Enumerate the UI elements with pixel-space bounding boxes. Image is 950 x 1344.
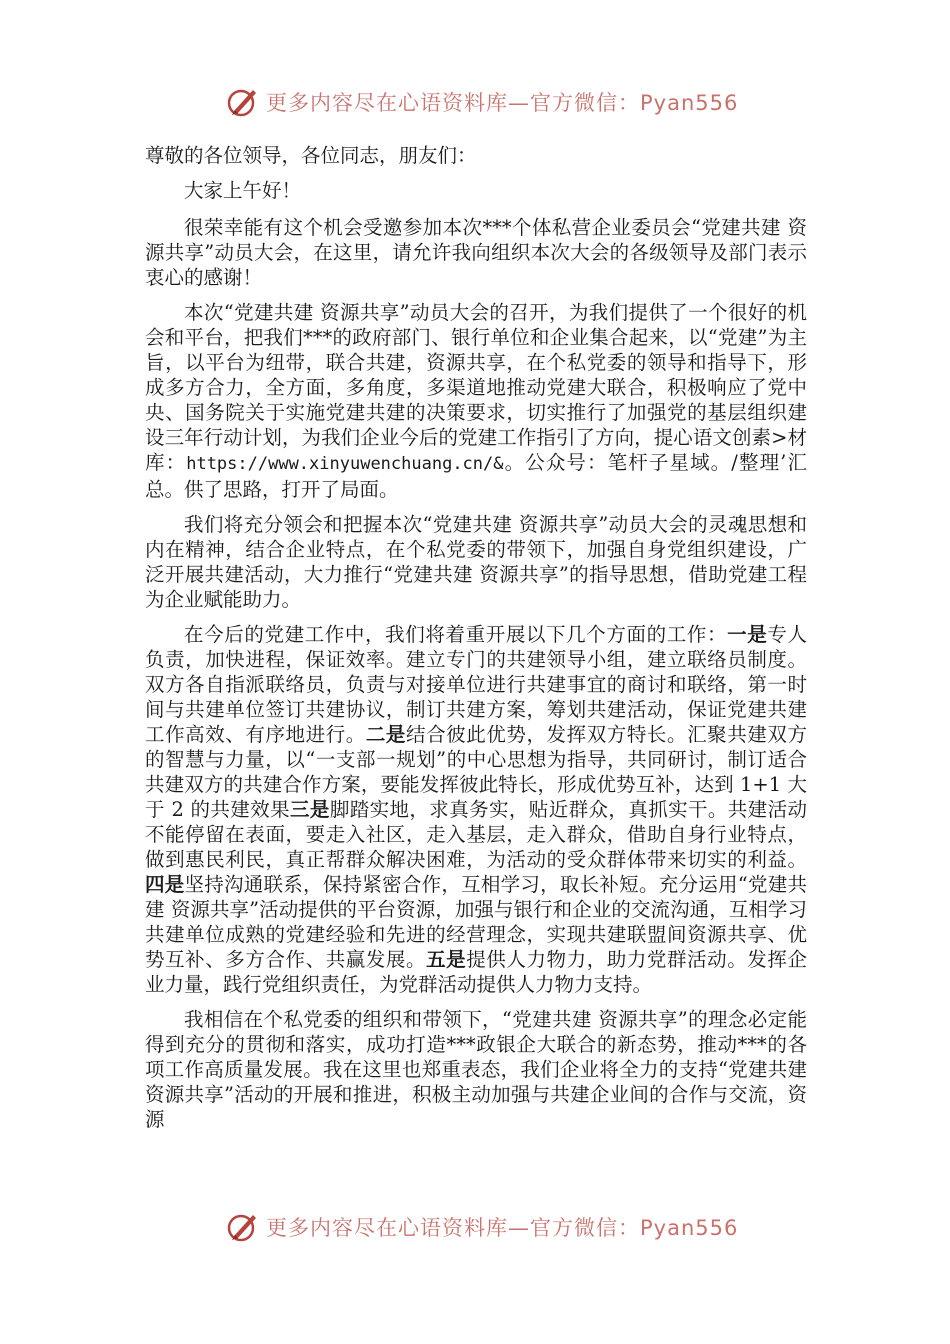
source-url: https://www.xinyuwenchuang.cn/& — [186, 454, 504, 474]
paragraph-2 — [145, 300, 807, 502]
point-5-label: 五是 — [426, 948, 467, 971]
point-4-label: 四是 — [145, 873, 185, 896]
footer-watermark — [226, 1209, 738, 1245]
paragraph-5: 我相信在个私党委的组织和带领下，“党建共建 资源共享”的理念必定能得到充分的贯彻和落实，成功打造***政银企大联合的新态势，推动***的各项工作高质量发展。我在这里也郑重表态，我们企业将全力的支持“党建共建 资源共享”活动的开展和推进，积极主动加强与共建企业间的合作与交流，资源 — [145, 1008, 807, 1131]
point-5-text: 提供人力物力，助力党群活动。发挥企业力量，践行党组织责任，为党群活动提供人力物力支持。 — [145, 948, 807, 996]
point-2-text: 结合彼此优势，发挥双方特长。汇聚共建双方的智慧与力量，以“一支部一规划”的中心思想为指导，共同研讨，制订适合共建双方的共建合作方案，要能发挥彼此特长，形成优势互补，达到 1+1 大于 2 的共建效果 — [145, 723, 807, 821]
header-watermark — [226, 84, 738, 120]
salutation: 尊敬的各位领导，各位同志，朋友们： — [145, 144, 477, 167]
point-4-text: 坚持沟通联系，保持紧密合作，互相学习，取长补短。充分运用“党建共建 资源共享”活动提供的平台资源，加强与银行和企业的交流沟通，互相学习共建单位成熟的党建经验和先进的经营理念，实现共建联盟间资源共享、优势互补、多方合作、共赢发展。 — [145, 873, 807, 971]
watermark-text: 更多内容尽在心语资料库—官方微信：Pyan556 — [266, 91, 739, 115]
speech-body — [145, 143, 807, 1142]
pen-logo-icon — [226, 85, 260, 119]
paragraph-2-text: 本次“党建共建 资源共享”动员大会的召开，为我们提供了一个很好的机会和平台，把我们***的政府部门、银行单位和企业集合起来，以“党建”为主旨，以平台为纽带，联合共建，资源共享，在个私党委的领导和指导下，形成多方合力，全方面，多角度，多渠道地推动党建大联合，积极响应了党中央、国务院关于实施党建共建的决策要求，切实推行了加强党的基层组织建设三年行动计划，为我们企业今后的党建工作指引了方向，提心语文创素>材库： — [145, 301, 807, 474]
point-3-label: 三是 — [290, 798, 330, 821]
point-3-text: 脚踏实地，求真务实，贴近群众，真抓实干。共建活动不能停留在表面，要走入社区，走入基层，走入群众，借助自身行业特点，做到惠民利民，真正帮群众解决困难，为活动的受众群体带来切实的利益。 — [145, 798, 807, 871]
watermark-text: 更多内容尽在心语资料库—官方微信：Pyan556 — [266, 1216, 739, 1240]
point-2-label: 二是 — [365, 723, 406, 746]
pen-logo-icon — [226, 1210, 260, 1244]
paragraph-4 — [145, 622, 807, 997]
paragraph-4-intro: 在今后的党建工作中，我们将着重开展以下几个方面的工作： — [184, 623, 728, 646]
point-1-text: 专人负责，加快进程，保证效率。建立专门的共建领导小组，建立联络员制度。双方各自指派联络员，负责与对接单位进行共建事宜的商讨和联络，第一时间与共建单位签订共建协议，制订共建方案，筹划共建活动，保证党建共建工作高效、有序地进行。 — [145, 623, 807, 746]
paragraph-1: 很荣幸能有这个机会受邀参加本次***个体私营企业委员会“党建共建 资源共享”动员大会，在这里，请允许我向组织本次大会的各级领导及部门表示衷心的感谢！ — [145, 216, 807, 289]
paragraph-2-tail: 。公众号：笔杆子星域。/整理’汇总。供了思路，打开了局面。 — [145, 451, 807, 501]
point-1-label: 一是 — [727, 623, 768, 646]
paragraph-3: 我们将充分领会和把握本次“党建共建 资源共享”动员大会的灵魂思想和内在精神，结合企业特点，在个私党委的带领下，加强自身党组织建设，广泛开展共建活动，大力推行“党建共建 资源共享”的指导思想，借助党建工程为企业赋能助力。 — [145, 513, 807, 611]
greeting: 大家上午好！ — [184, 179, 302, 202]
